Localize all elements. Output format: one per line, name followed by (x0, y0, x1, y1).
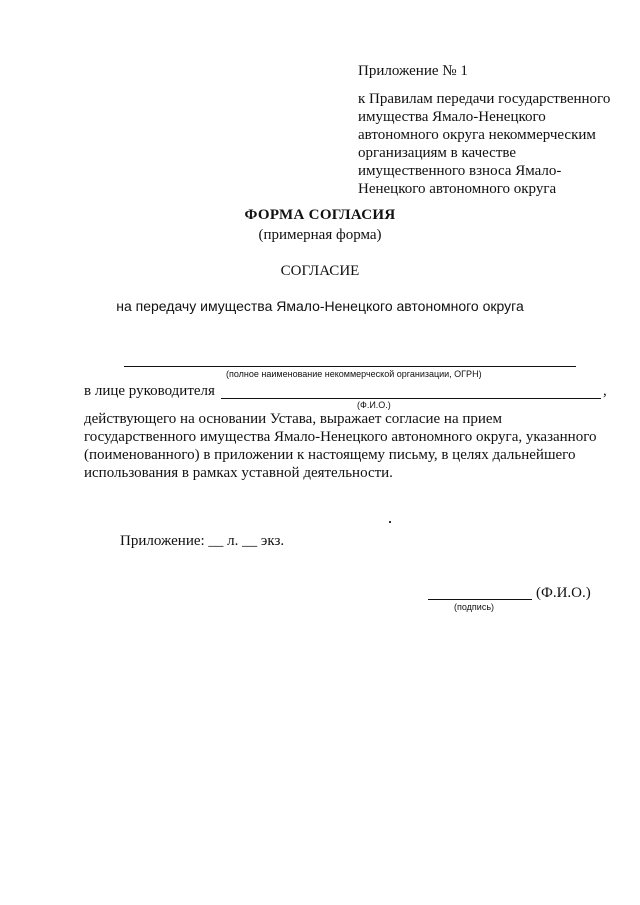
paragraph-line: государственного имущества Ямало-Ненецкого автономного округа, указанного (84, 429, 597, 445)
appendix-line: к Правилам передачи государственного (358, 91, 611, 107)
signature-caption: (подпись) (454, 602, 495, 612)
signature-line[interactable] (428, 599, 532, 600)
head-name-line[interactable] (221, 398, 601, 399)
signature-fio: (Ф.И.О.) (536, 585, 591, 601)
paragraph-line: действующего на основании Устава, выражает согласие на прием (84, 411, 503, 427)
form-subtitle: (примерная форма) (258, 227, 382, 243)
document-title: СОГЛАСИЕ (280, 263, 360, 279)
organization-name-caption: (полное наименование некоммерческой организации, ОГРН) (226, 369, 482, 379)
consent-paragraph (84, 410, 617, 482)
appendix-line: автономного округа некоммерческим (358, 127, 596, 143)
attachment-text: Приложение: __ л. __ экз. (120, 533, 285, 549)
document-subtitle: на передачу имущества Ямало-Ненецкого автономного округа (116, 298, 524, 314)
appendix-line: имущественного взноса Ямало- (358, 163, 562, 179)
paragraph-line: использования в рамках уставной деятельности. (84, 465, 393, 481)
appendix-line: Ненецкого автономного округа (358, 181, 557, 197)
appendix-line: имущества Ямало-Ненецкого (358, 109, 546, 125)
head-fio-caption: (Ф.И.О.) (357, 400, 391, 410)
paragraph-line: (поименованного) в приложении к настоящему письму, в целях дальнейшего (84, 447, 576, 463)
appendix-line: организациям в качестве (358, 145, 517, 161)
head-label: в лице руководителя (84, 383, 215, 399)
organization-name-line[interactable] (124, 366, 576, 367)
appendix-block (358, 62, 620, 198)
appendix-number: Приложение № 1 (358, 63, 468, 79)
scan-dot (389, 521, 391, 523)
head-trailing-comma: , (603, 383, 607, 399)
form-title: ФОРМА СОГЛАСИЯ (244, 207, 396, 223)
